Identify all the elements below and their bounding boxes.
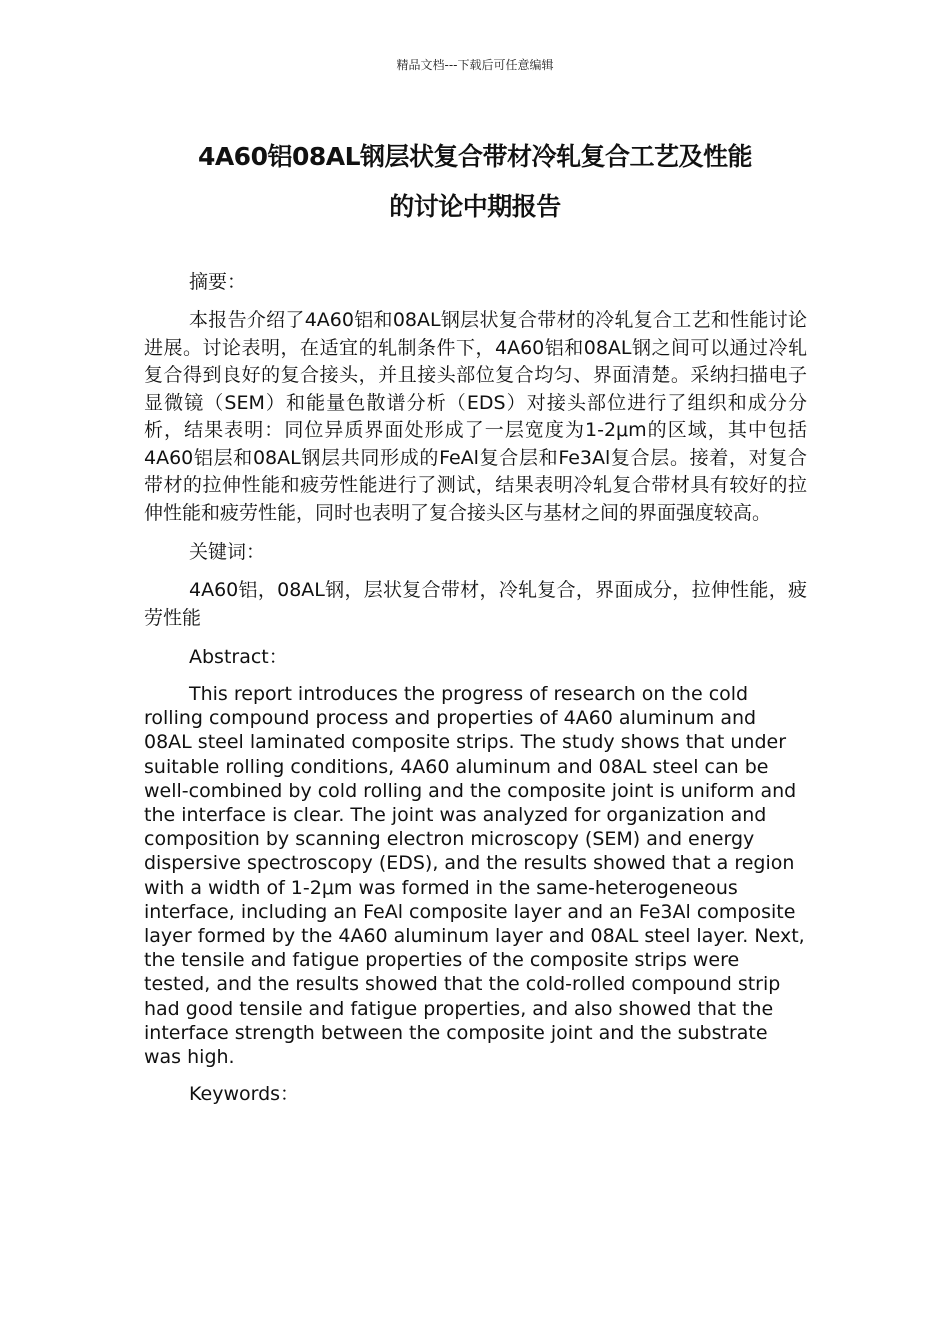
title-line-2: 的讨论中期报告 (389, 192, 561, 221)
abstract-en-text: This report introduces the progress of research on the cold rolling compound process and properties of 4A60 aluminum and 08AL steel laminated composite strips. The study shows that under suitable rolling conditions, 4A60 aluminum and 08AL steel can be well-combined by cold rolling and the composite joint is uniform and the interface is clear. The joint was analyzed for organization and composition by scanning electron microscopy (SEM) and energy dispersive spectroscopy (EDS), and the results showed that a region with a width of 1-2μm was formed in the same-heterogeneous interface, including an FeAl composite layer and an Fe3Al composite layer formed by the 4A60 aluminum layer and 08AL steel layer. Next, the tensile and fatigue properties of the composite strips were tested, and the results showed that the cold-rolled compound strip had good tensile and fatigue properties, and also showed that the interface strength between the composite joint and the substrate was high. (144, 683, 805, 1069)
header-watermark: 精品文档---下载后可任意编辑 (396, 58, 554, 72)
abstract-cn-label: 摘要： (189, 271, 247, 293)
keywords-en-label: Keywords： (189, 1083, 300, 1106)
abstract-cn-text: 本报告介绍了4A60铝和08AL钢层状复合带材的冷轧复合工艺和性能讨论进展。讨论表明，在适宜的轧制条件下，4A60铝和08AL钢之间可以通过冷轧复合得到良好的复合接头，并且接头部位复合均匀、界面清楚。采纳扫描电子显微镜（SEM）和能量色散谱分析（EDS）对接头部位进行了组织和成分分析，结果表明：同位异质界面处形成了一层宽度为1-2μm的区域，其中包括4A60铝层和08AL钢层共同形成的FeAl复合层和Fe3Al复合层。接着，对复合带材的拉伸性能和疲劳性能进行了测试，结果表明冷轧复合带材具有较好的拉伸性能和疲劳性能，同时也表明了复合接头区与基材之间的界面强度较高。 (144, 309, 807, 524)
document-title (100, 132, 850, 232)
abstract-en-label: Abstract： (189, 646, 288, 668)
document-body (144, 270, 807, 1119)
keywords-cn-label: 关键词： (189, 541, 266, 563)
title-line-1: 4A60铝08AL钢层状复合带材冷轧复合工艺及性能 (197, 142, 753, 171)
keywords-cn-text: 4A60铝，08AL钢，层状复合带材，冷轧复合，界面成分，拉伸性能，疲劳性能 (144, 579, 807, 629)
